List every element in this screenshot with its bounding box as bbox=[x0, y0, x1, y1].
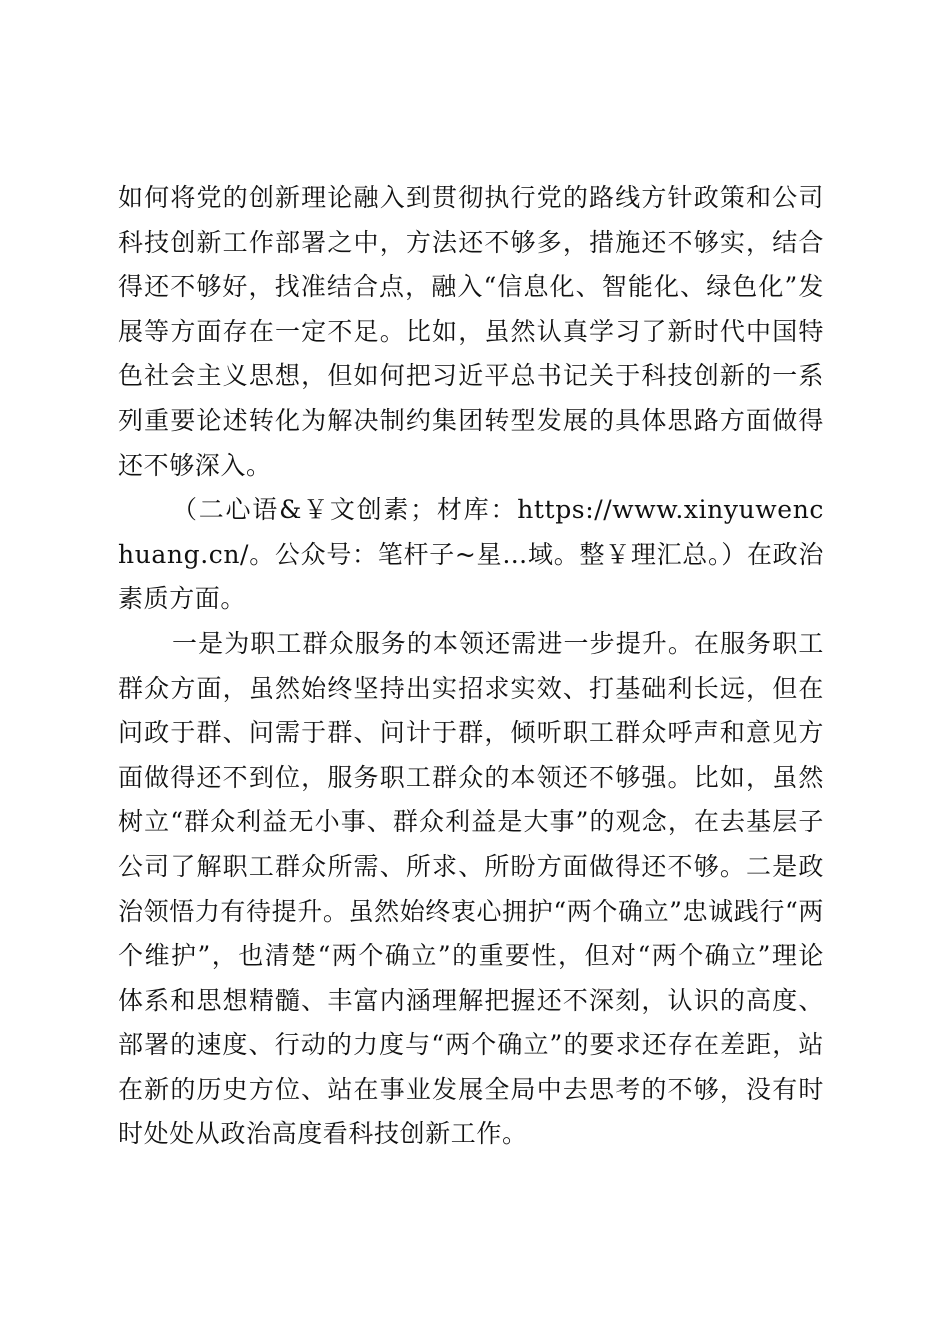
body-text bbox=[118, 176, 824, 1157]
paragraph-service-ability: 一是为职工群众服务的本领还需进一步提升。在服务职工群众方面，虽然始终坚持出实招求实效、打基础利长远，但在问政于群、问需于群、问计于群，倾听职工群众呼声和意见方面做得还不到位，服务职工群众的本领还不够强。比如，虽然树立“群众利益无小事、群众利益是大事”的观念，在去基层子公司了解职工群众所需、所求、所盼方面做得还不够。二是政治领悟力有待提升。虽然始终衷心拥护“两个确立”忠诚践行“两个维护”，也清楚“两个确立”的重要性，但对“两个确立”理论体系和思想精髓、丰富内涵理解把握还不深刻，认识的高度、部署的速度、行动的力度与“两个确立”的要求还存在差距，站在新的历史方位、站在事业发展全局中去思考的不够，没有时时处处从政治高度看科技创新工作。 bbox=[118, 628, 824, 1149]
paragraph-continuation: 如何将党的创新理论融入到贯彻执行党的路线方针政策和公司科技创新工作部署之中，方法还不够多，措施还不够实，结合得还不够好，找准结合点，融入“信息化、智能化、绿色化”发展等方面存在一定不足。比如，虽然认真学习了新时代中国特色社会主义思想，但如何把习近平总书记关于科技创新的一系列重要论述转化为解决制约集团转型发展的具体思路方面做得还不够深入。 bbox=[118, 183, 824, 480]
paragraph-source-note: （二心语&￥文创素；材库：https://www.xinyuwenchuang.cn/。公众号：笔杆子~星…域。整￥理汇总。）在政治素质方面。 bbox=[118, 495, 824, 614]
